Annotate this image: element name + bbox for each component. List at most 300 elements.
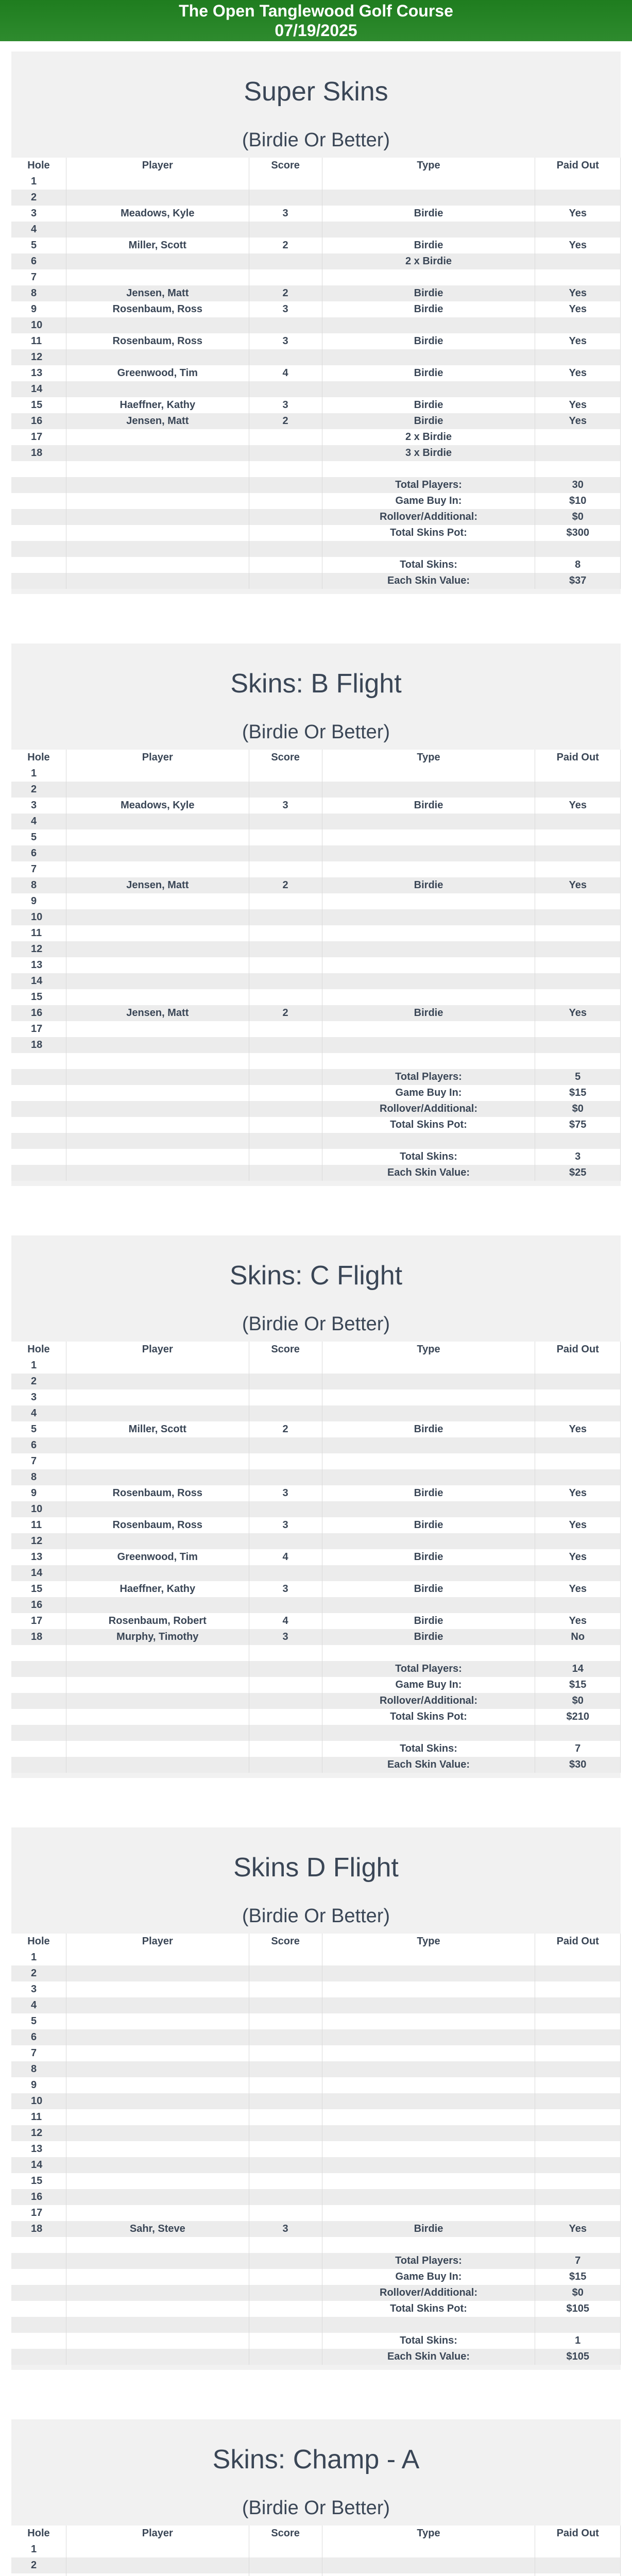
spacer-row [11, 461, 621, 477]
player-cell [66, 429, 249, 445]
spacer-row [11, 2237, 621, 2253]
paid-out-cell: Yes [535, 2221, 621, 2237]
paid-out-cell [535, 893, 621, 909]
paid-out-cell [535, 1950, 621, 1965]
type-cell: Birdie [322, 798, 535, 814]
hole-cell: 1 [11, 1358, 66, 1374]
player-cell [66, 814, 249, 829]
summary-value: $37 [535, 573, 621, 589]
table-row [11, 1005, 621, 1021]
table-row [11, 1374, 621, 1389]
score-cell [249, 782, 322, 798]
paid-out-cell [535, 814, 621, 829]
type-cell [322, 909, 535, 925]
player-cell [66, 253, 249, 269]
summary-value: $25 [535, 1165, 621, 1181]
table-header-row [11, 2526, 621, 2541]
hole-cell: 6 [11, 253, 66, 269]
summary-row [11, 1085, 621, 1101]
score-cell [249, 861, 322, 877]
type-cell: Birdie [322, 1549, 535, 1565]
score-cell [249, 2541, 322, 2557]
player-cell [66, 349, 249, 365]
type-cell [322, 1981, 535, 1997]
table-row [11, 2173, 621, 2189]
paid-out-cell [535, 349, 621, 365]
type-cell [322, 829, 535, 845]
hole-cell: 7 [11, 2045, 66, 2061]
column-header: Hole [11, 750, 66, 766]
player-cell [66, 893, 249, 909]
section-subtitle: (Birdie Or Better) [242, 129, 390, 151]
score-cell [249, 269, 322, 285]
table-header-row [11, 1342, 621, 1358]
hole-cell: 11 [11, 2109, 66, 2125]
summary-label: Rollover/Additional: [322, 1693, 535, 1709]
hole-cell: 3 [11, 1981, 66, 1997]
section-gap [0, 1778, 632, 1827]
paid-out-cell [535, 1597, 621, 1613]
score-cell [249, 2173, 322, 2189]
paid-out-cell: Yes [535, 238, 621, 253]
spacer-row [11, 2317, 621, 2333]
score-cell [249, 2557, 322, 2573]
paid-out-cell [535, 2541, 621, 2557]
table-row [11, 1565, 621, 1581]
paid-out-cell: Yes [535, 285, 621, 301]
summary-label: Each Skin Value: [322, 1165, 535, 1181]
paid-out-cell [535, 174, 621, 190]
type-cell: Birdie [322, 238, 535, 253]
summary-label: Total Skins Pot: [322, 525, 535, 541]
summary-value: 1 [535, 2333, 621, 2349]
player-cell [66, 1037, 249, 1053]
hole-cell: 2 [11, 190, 66, 206]
paid-out-cell [535, 2157, 621, 2173]
paid-out-cell [535, 2125, 621, 2141]
player-cell [66, 845, 249, 861]
summary-row [11, 2333, 621, 2349]
type-cell [322, 2077, 535, 2093]
type-cell [322, 925, 535, 941]
summary-label: Total Skins: [322, 1741, 535, 1757]
paid-out-cell [535, 222, 621, 238]
summary-value: $10 [535, 493, 621, 509]
score-cell [249, 1437, 322, 1453]
player-cell [66, 1565, 249, 1581]
table-row [11, 989, 621, 1005]
type-cell [322, 2141, 535, 2157]
type-cell [322, 766, 535, 782]
paid-out-cell [535, 782, 621, 798]
table-row [11, 1021, 621, 1037]
type-cell [322, 2557, 535, 2573]
summary-label: Total Skins: [322, 2333, 535, 2349]
table-row [11, 941, 621, 957]
player-cell [66, 2141, 249, 2157]
summary-row [11, 1165, 621, 1181]
summary-value: 5 [535, 1069, 621, 1085]
table-row [11, 814, 621, 829]
score-cell [249, 1965, 322, 1981]
score-cell [249, 1037, 322, 1053]
table-row [11, 861, 621, 877]
table-row [11, 1981, 621, 1997]
paid-out-cell: Yes [535, 365, 621, 381]
summary-row [11, 1709, 621, 1725]
paid-out-cell [535, 445, 621, 461]
summary-row [11, 493, 621, 509]
hole-cell: 11 [11, 333, 66, 349]
score-cell [249, 2093, 322, 2109]
player-cell: Haeffner, Kathy [66, 397, 249, 413]
paid-out-cell [535, 2141, 621, 2157]
paid-out-cell: Yes [535, 301, 621, 317]
paid-out-cell [535, 1437, 621, 1453]
table-row [11, 2077, 621, 2093]
hole-cell: 9 [11, 301, 66, 317]
table-row [11, 1950, 621, 1965]
hole-cell: 12 [11, 349, 66, 365]
summary-label: Total Players: [322, 1069, 535, 1085]
summary-label: Each Skin Value: [322, 573, 535, 589]
table-row [11, 222, 621, 238]
table-row [11, 2221, 621, 2237]
score-cell [249, 1950, 322, 1965]
section-gap [0, 594, 632, 643]
score-cell [249, 429, 322, 445]
player-cell [66, 2109, 249, 2125]
hole-cell: 18 [11, 2221, 66, 2237]
hole-cell: 14 [11, 1565, 66, 1581]
table-row [11, 238, 621, 253]
player-cell [66, 1501, 249, 1517]
hole-cell: 14 [11, 381, 66, 397]
summary-label: Total Players: [322, 477, 535, 493]
table-row [11, 1965, 621, 1981]
paid-out-cell [535, 2109, 621, 2125]
summary-row [11, 2301, 621, 2317]
hole-cell: 10 [11, 909, 66, 925]
hole-cell: 9 [11, 893, 66, 909]
score-cell: 4 [249, 1549, 322, 1565]
summary-row [11, 2285, 621, 2301]
column-header: Hole [11, 1934, 66, 1950]
paid-out-cell [535, 381, 621, 397]
table-row [11, 1405, 621, 1421]
type-cell [322, 1037, 535, 1053]
type-cell [322, 1405, 535, 1421]
score-cell [249, 190, 322, 206]
table-row [11, 1437, 621, 1453]
column-header: Paid Out [535, 1934, 621, 1950]
type-cell [322, 2109, 535, 2125]
paid-out-cell [535, 317, 621, 333]
player-cell [66, 941, 249, 957]
hole-cell: 13 [11, 1549, 66, 1565]
score-cell [249, 1021, 322, 1037]
table-row [11, 957, 621, 973]
score-cell [249, 909, 322, 925]
table-row [11, 909, 621, 925]
hole-cell: 1 [11, 1950, 66, 1965]
hole-cell: 3 [11, 1389, 66, 1405]
table-row [11, 2109, 621, 2125]
score-cell [249, 766, 322, 782]
type-cell [322, 2205, 535, 2221]
table-row [11, 174, 621, 190]
table-row [11, 1997, 621, 2013]
skins-section [11, 2419, 621, 2576]
table-row [11, 1501, 621, 1517]
paid-out-cell [535, 2189, 621, 2205]
score-cell [249, 1597, 322, 1613]
score-cell [249, 1469, 322, 1485]
player-cell [66, 2557, 249, 2573]
type-cell: Birdie [322, 397, 535, 413]
table-row [11, 877, 621, 893]
score-cell: 2 [249, 1005, 322, 1021]
score-cell [249, 2029, 322, 2045]
type-cell [322, 1358, 535, 1374]
score-cell: 4 [249, 365, 322, 381]
player-cell [66, 766, 249, 782]
paid-out-cell [535, 2061, 621, 2077]
table-row [11, 2141, 621, 2157]
summary-label: Rollover/Additional: [322, 1101, 535, 1117]
type-cell [322, 2573, 535, 2576]
hole-cell: 8 [11, 2061, 66, 2077]
hole-cell: 17 [11, 1613, 66, 1629]
paid-out-cell [535, 766, 621, 782]
player-cell: Miller, Scott [66, 238, 249, 253]
hole-cell: 7 [11, 1453, 66, 1469]
score-cell [249, 445, 322, 461]
type-cell [322, 222, 535, 238]
summary-value: $210 [535, 1709, 621, 1725]
section-gap [0, 1186, 632, 1235]
spacer-row [11, 1645, 621, 1661]
table-row [11, 1421, 621, 1437]
summary-value: 7 [535, 2253, 621, 2269]
type-cell [322, 349, 535, 365]
type-cell [322, 174, 535, 190]
paid-out-cell: Yes [535, 413, 621, 429]
table-row [11, 2157, 621, 2173]
hole-cell: 2 [11, 1965, 66, 1981]
table-header-row [11, 158, 621, 174]
paid-out-cell [535, 909, 621, 925]
section-title: Skins: Champ - A [212, 2445, 420, 2475]
player-cell: Jensen, Matt [66, 413, 249, 429]
table-row [11, 2045, 621, 2061]
score-cell [249, 222, 322, 238]
section-title: Skins: B Flight [230, 669, 402, 699]
score-cell: 3 [249, 1581, 322, 1597]
summary-row [11, 1757, 621, 1773]
hole-cell: 6 [11, 2029, 66, 2045]
score-cell [249, 1981, 322, 1997]
column-header: Type [322, 2526, 535, 2541]
hole-cell: 15 [11, 1581, 66, 1597]
player-cell [66, 861, 249, 877]
player-cell [66, 2157, 249, 2173]
summary-value: $75 [535, 1117, 621, 1133]
player-cell [66, 2013, 249, 2029]
player-cell [66, 973, 249, 989]
summary-label: Game Buy In: [322, 1085, 535, 1101]
score-cell: 3 [249, 397, 322, 413]
score-cell: 3 [249, 1629, 322, 1645]
summary-label: Game Buy In: [322, 2269, 535, 2285]
event-date: 07/19/2025 [275, 21, 357, 40]
score-cell: 2 [249, 285, 322, 301]
paid-out-cell [535, 1453, 621, 1469]
table-row [11, 269, 621, 285]
paid-out-cell [535, 1374, 621, 1389]
table-row [11, 1358, 621, 1374]
type-cell [322, 269, 535, 285]
spacer-row [11, 1133, 621, 1149]
table-row [11, 893, 621, 909]
hole-cell: 1 [11, 766, 66, 782]
paid-out-cell [535, 2173, 621, 2189]
player-cell [66, 1389, 249, 1405]
type-cell [322, 1437, 535, 1453]
paid-out-cell [535, 1021, 621, 1037]
paid-out-cell [535, 1981, 621, 1997]
hole-cell: 16 [11, 1005, 66, 1021]
paid-out-cell [535, 269, 621, 285]
player-cell [66, 1950, 249, 1965]
type-cell [322, 2045, 535, 2061]
summary-row [11, 509, 621, 525]
score-cell [249, 893, 322, 909]
score-cell [249, 2189, 322, 2205]
table-row [11, 1581, 621, 1597]
summary-value: $15 [535, 2269, 621, 2285]
score-cell [249, 1997, 322, 2013]
column-header: Player [66, 1342, 249, 1358]
table-header-row [11, 1934, 621, 1950]
type-cell: Birdie [322, 333, 535, 349]
summary-row [11, 557, 621, 573]
type-cell [322, 2061, 535, 2077]
summary-row [11, 2349, 621, 2365]
summary-label: Each Skin Value: [322, 1757, 535, 1773]
summary-row [11, 1661, 621, 1677]
score-cell [249, 2061, 322, 2077]
table-row [11, 2541, 621, 2557]
paid-out-cell [535, 429, 621, 445]
summary-row [11, 1741, 621, 1757]
score-cell [249, 2205, 322, 2221]
type-cell [322, 861, 535, 877]
paid-out-cell [535, 2573, 621, 2576]
summary-value: 14 [535, 1661, 621, 1677]
column-header: Paid Out [535, 1342, 621, 1358]
header-banner [0, 0, 632, 41]
player-cell: Sahr, Steve [66, 2221, 249, 2237]
hole-cell: 12 [11, 1533, 66, 1549]
hole-cell: 8 [11, 1469, 66, 1485]
table-row [11, 2061, 621, 2077]
table-row [11, 2013, 621, 2029]
type-cell: Birdie [322, 365, 535, 381]
table-row [11, 1453, 621, 1469]
type-cell [322, 1501, 535, 1517]
paid-out-cell: Yes [535, 1005, 621, 1021]
table-row [11, 429, 621, 445]
summary-label: Each Skin Value: [322, 2349, 535, 2365]
table-row [11, 2557, 621, 2573]
score-cell: 3 [249, 798, 322, 814]
type-cell [322, 957, 535, 973]
table-row [11, 381, 621, 397]
type-cell [322, 989, 535, 1005]
player-cell [66, 381, 249, 397]
table-row [11, 2093, 621, 2109]
score-cell [249, 973, 322, 989]
table-row [11, 2205, 621, 2221]
spacer-row [11, 541, 621, 557]
table-row [11, 253, 621, 269]
table-row [11, 1389, 621, 1405]
player-cell: Murphy, Timothy [66, 1629, 249, 1645]
type-cell: 2 x Birdie [322, 429, 535, 445]
type-cell [322, 2157, 535, 2173]
paid-out-cell: Yes [535, 1549, 621, 1565]
hole-cell: 2 [11, 2557, 66, 2573]
summary-value: $105 [535, 2301, 621, 2317]
summary-row [11, 1677, 621, 1693]
table-header-row [11, 750, 621, 766]
skins-section [11, 52, 621, 594]
column-header: Hole [11, 158, 66, 174]
score-cell [249, 2109, 322, 2125]
type-cell [322, 845, 535, 861]
score-cell [249, 941, 322, 957]
hole-cell: 14 [11, 2157, 66, 2173]
type-cell [322, 782, 535, 798]
summary-value: $105 [535, 2349, 621, 2365]
table-row [11, 413, 621, 429]
player-cell [66, 957, 249, 973]
score-cell [249, 2077, 322, 2093]
paid-out-cell [535, 2557, 621, 2573]
summary-label: Total Players: [322, 2253, 535, 2269]
player-cell: Rosenbaum, Ross [66, 333, 249, 349]
score-cell [249, 989, 322, 1005]
score-cell [249, 957, 322, 973]
summary-label: Rollover/Additional: [322, 509, 535, 525]
hole-cell: 14 [11, 973, 66, 989]
table-row [11, 829, 621, 845]
player-cell [66, 2029, 249, 2045]
hole-cell: 8 [11, 877, 66, 893]
hole-cell: 8 [11, 285, 66, 301]
paid-out-cell [535, 190, 621, 206]
summary-value: $0 [535, 2285, 621, 2301]
type-cell [322, 1533, 535, 1549]
summary-value: $15 [535, 1085, 621, 1101]
table-row [11, 317, 621, 333]
type-cell [322, 893, 535, 909]
player-cell [66, 2125, 249, 2141]
player-cell [66, 1997, 249, 2013]
score-cell [249, 1533, 322, 1549]
summary-value: 8 [535, 557, 621, 573]
